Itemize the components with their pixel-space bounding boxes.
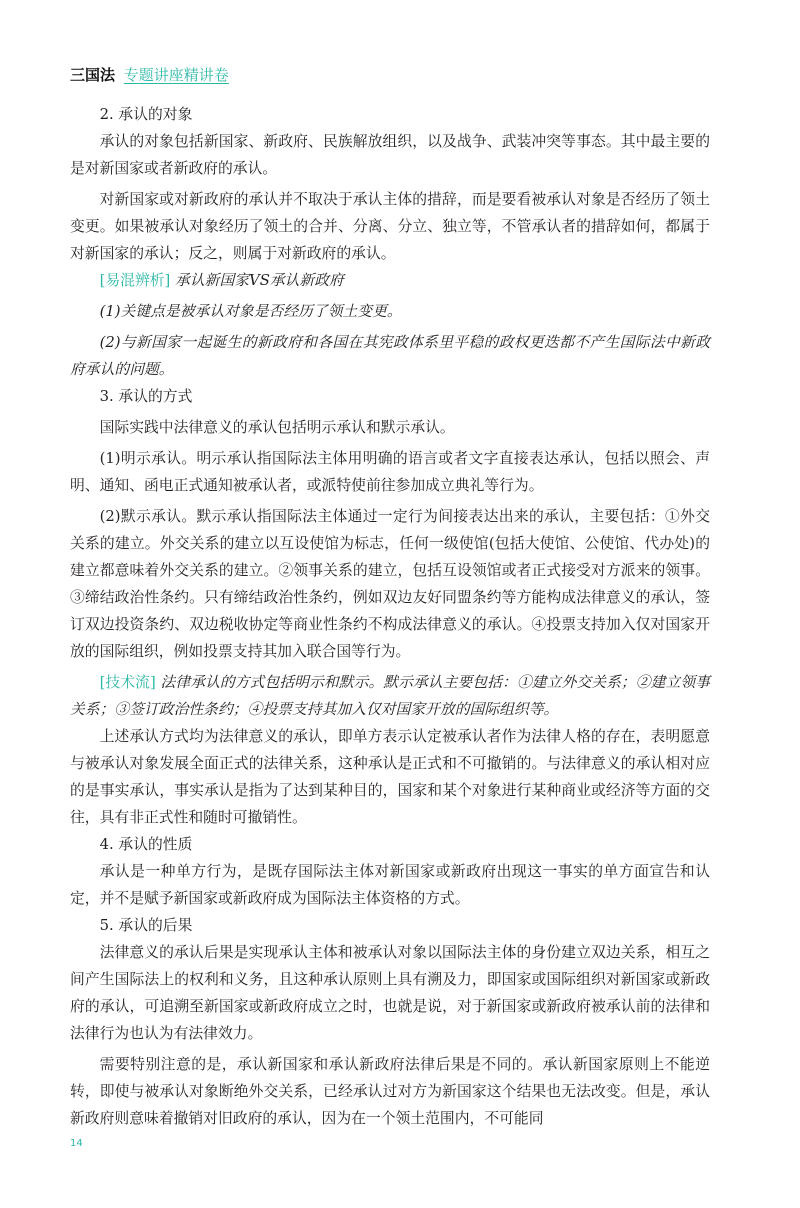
technique-note-tag: [技术流] [99,674,156,691]
paragraph: 承认的对象包括新国家、新政府、民族解放组织，以及战争、武装冲突等事态。其中最主要的是对新国家或者新政府的承认。 [70,133,710,177]
section-heading: 5. 承认的后果 [99,917,193,934]
paragraph: 承认是一种单方行为，是既存国际法主体对新国家或新政府出现这一事实的单方面宣告和认定，并不是赋予新国家或新政府成为国际法主体资格的方式。 [70,863,710,907]
confusion-note-point: (1)关键点是被承认对象是否经历了领土变更。 [99,303,402,320]
main-content [70,101,710,1132]
paragraph: 上述承认方式均为法律意义的承认，即单方表示认定被承认者作为法律人格的存在，表明愿意与被承认对象发展全面正式的法律关系，这种承认是正式和不可撤销的。与法律意义的承认相对应的是事实承认，事实承认是指为了达到某种目的，国家和某个对象进行某种商业或经济等方面的交往，具有非正式性和随时可撤销性。 [70,728,710,826]
section-heading: 4. 承认的性质 [99,836,193,853]
paragraph: (2)默示承认。默示承认指国际法主体通过一定行为间接表达出来的承认，主要包括：①外交关系的建立。外交关系的建立以互设使馆为标志，任何一级使馆(包括大使馆、公使馆、代办处)的建立都意味着外交关系的建立。②领事关系的建立，包括互设领馆或者正式接受对方派来的领事。③缔结政治性条约。只有缔结政治性条约，例如双边友好同盟条约等方能构成法律意义的承认，签订双边投资条约、双边税收协定等商业性条约不构成法律意义的承认。④投票支持加入仅对国家开放的国际组织，例如投票支持其加入联合国等行为。 [70,508,710,660]
confusion-note-point: (2)与新国家一起诞生的新政府和各国在其宪政体系里平稳的政权更迭都不产生国际法中新政府承认的问题。 [70,334,710,378]
section-heading: 2. 承认的对象 [99,106,193,123]
running-header [70,64,229,85]
technique-note [70,669,710,723]
paragraph: 国际实践中法律意义的承认包括明示承认和默示承认。 [99,419,455,436]
confusion-note-heading: 承认新国家VS承认新政府 [175,272,344,289]
confusion-note-title [70,267,710,294]
paragraph: 需要特别注意的是，承认新国家和承认新政府法律后果是不同的。承认新国家原则上不能逆转，即使与被承认对象断绝外交关系，已经承认过对方为新国家这个结果也无法改变。但是，承认新政府则意味着撤销对旧政府的承认，因为在一个领土范围内，不可能同 [70,1056,710,1127]
series-title: 专题讲座精讲卷 [123,66,229,84]
paragraph: 法律意义的承认后果是实现承认主体和被承认对象以国际法主体的身份建立双边关系，相互之间产生国际法上的权利和义务，且这种承认原则上具有溯及力，即国家或国际组织对新国家或新政府的承认，可追溯至新国家或新政府成立之时，也就是说，对于新国家或新政府被承认前的法律和法律行为也认为有法律效力。 [70,944,710,1042]
book-title: 三国法 [70,66,116,84]
paragraph: (1)明示承认。明示承认指国际法主体用明确的语言或者文字直接表达承认，包括以照会、声明、通知、函电正式通知被承认者，或派特使前往参加成立典礼等行为。 [70,450,710,494]
technique-note-text: 法律承认的方式包括明示和默示。默示承认主要包括：①建立外交关系；②建立领事关系；③签订政治性条约；④投票支持其加入仅对国家开放的国际组织等。 [70,674,710,718]
confusion-note-tag: [易混辨析] [99,272,171,289]
paragraph: 对新国家或对新政府的承认并不取决于承认主体的措辞，而是要看被承认对象是否经历了领土变更。如果被承认对象经历了领土的合并、分离、分立、独立等，不管承认者的措辞如何，都属于对新国家的承认；反之，则属于对新政府的承认。 [70,191,710,262]
section-heading: 3. 承认的方式 [99,388,193,405]
page-number: 14 [70,1138,83,1149]
